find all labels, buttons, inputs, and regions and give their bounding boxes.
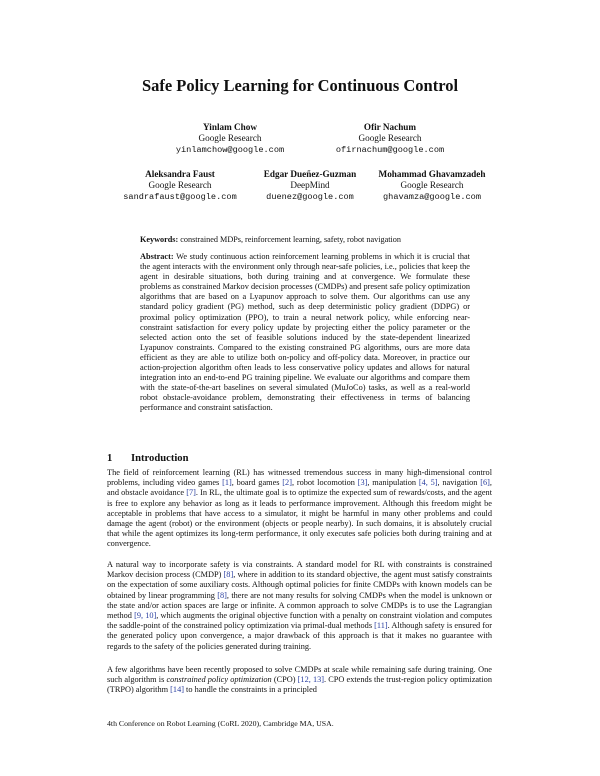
text: , board games bbox=[231, 478, 283, 488]
author-affiliation: Google Research bbox=[400, 180, 464, 191]
intro-paragraph-1 bbox=[107, 468, 492, 550]
author-affiliation: DeepMind bbox=[290, 180, 330, 191]
author-name: Ofir Nachum bbox=[363, 122, 417, 132]
citation-link[interactable]: [3] bbox=[357, 478, 368, 488]
keywords-label: Keywords: bbox=[140, 235, 179, 244]
section-number: 1 bbox=[107, 453, 113, 464]
emphasis: constrained policy optimization bbox=[166, 675, 272, 685]
author-block bbox=[310, 122, 470, 156]
text: . Although safety is ensured for the generated policy upon convergence, a major drawback of this approach is that it makes no guarantee with regards to the safety of the policies generated during training. bbox=[107, 621, 492, 651]
author-email: ofirnachum@google.com bbox=[335, 144, 445, 155]
text: . CPO extends the trust-region policy optimization (TRPO) algorithm bbox=[107, 675, 492, 695]
keywords-text: constrained MDPs, reinforcement learning, safety, robot navigation bbox=[180, 235, 401, 244]
text: , manipulation bbox=[367, 478, 419, 488]
paper-title: Safe Policy Learning for Continuous Control bbox=[141, 76, 459, 95]
author-affiliation: Google Research bbox=[148, 180, 212, 191]
citation-link[interactable]: [4, 5] bbox=[418, 478, 438, 488]
text: , and obstacle avoidance bbox=[107, 478, 492, 498]
text: , where in addition to its standard objective, the agent must satisfy constraints on the expectation of some auxiliary costs. Although optimal policies for finite CMDPs with known models can be obtained by linear programming bbox=[107, 570, 492, 600]
text: (CPO) bbox=[271, 675, 298, 685]
author-name: Aleksandra Faust bbox=[145, 169, 215, 179]
keywords bbox=[140, 235, 480, 244]
citation-link[interactable]: [6] bbox=[480, 478, 490, 488]
author-email: yinlamchow@google.com bbox=[175, 144, 285, 155]
author-block bbox=[150, 122, 310, 156]
text: to handle the constraints in a principled bbox=[183, 685, 317, 695]
text: A natural way to incorporate safety is via constraints. A standard model for RL with constraints is constrained Markov decision process (CMDP) bbox=[107, 560, 492, 580]
citation-link[interactable]: [12, 13] bbox=[297, 675, 324, 685]
section-title: Introduction bbox=[131, 453, 189, 464]
intro-paragraph-2 bbox=[107, 560, 492, 652]
section-heading bbox=[107, 453, 189, 464]
text: , there are not many results for solving CMDPs when the model is unknown or the state and/or action spaces are large or infinite. A common approach to solve CMDPs is to use the Lagrangian method bbox=[107, 590, 493, 621]
text: , robot locomotion bbox=[291, 478, 358, 488]
citation-link[interactable]: [1] bbox=[222, 478, 232, 488]
author-block bbox=[250, 169, 370, 203]
citation-link[interactable]: [8] bbox=[223, 570, 234, 580]
intro-paragraph-3 bbox=[107, 665, 492, 696]
author-email: duenez@google.com bbox=[266, 191, 354, 202]
citation-link[interactable]: [2] bbox=[282, 478, 292, 488]
author-name: Mohammad Ghavamzadeh bbox=[378, 169, 486, 179]
abstract bbox=[140, 252, 470, 414]
text: The field of reinforcement learning (RL) has witnessed tremendous success in many high-dimensional control problems, including video games bbox=[107, 468, 492, 488]
citation-link[interactable]: [9, 10] bbox=[134, 611, 157, 621]
citation-link[interactable]: [11] bbox=[374, 621, 388, 631]
text: , navigation bbox=[437, 478, 481, 488]
author-affiliation: Google Research bbox=[198, 133, 262, 144]
author-email: sandrafaust@google.com bbox=[123, 191, 237, 202]
text: A few algorithms have been recently proposed to solve CMDPs at scale while remaining safe during training. One such algorithm is bbox=[107, 665, 492, 685]
author-name: Edgar Dueñez-Guzman bbox=[263, 169, 357, 179]
author-affiliation: Google Research bbox=[358, 133, 422, 144]
abstract-text: We study continuous action reinforcement learning problems in which it is crucial that the agent interacts with the environment only through near-safe policies, i.e., policies that keep the agent in desirable situations, both during training and at convergence. We formulate these problems as constrained Markov decision processes (CMDPs) and present safe policy optimization algorithms that are based on a Lyapunov approach to solve them. Our algorithms can use any standard policy gradient (PG) method, such as deep deterministic policy gradient (DDPG) or proximal policy optimization (PPO), to train a neural network policy, while enforcing near-constraint satisfaction for every policy update by projecting either the policy parameter or the selected action onto the set of feasible solutions induced by the state-dependent linearized Lyapunov constraints. Compared to the existing constrained PG algorithms, ours are more data efficient as they are able to utilize both on-policy and off-policy data. Moreover, in practice our action-projection algorithm often leads to less conservative policy updates and allows for natural integration into an end-to-end PG training pipeline. We evaluate our algorithms and compare them with the state-of-the-art baselines on several simulated (MuJoCo) tasks, as well as a real-world robot obstacle-avoidance problem, demonstrating their effectiveness in terms of balancing performance and constraint satisfaction. bbox=[140, 252, 470, 413]
citation-link[interactable]: [8] bbox=[217, 590, 227, 600]
footer-venue: 4th Conference on Robot Learning (CoRL 2020), Cambridge MA, USA. bbox=[107, 719, 334, 728]
author-email: ghavamza@google.com bbox=[383, 191, 481, 202]
author-block bbox=[366, 169, 498, 203]
citation-link[interactable]: [7] bbox=[186, 488, 196, 498]
citation-link[interactable]: [14] bbox=[170, 685, 184, 695]
text: . In RL, the ultimate goal is to optimize the expected sum of rewards/costs, and the agent is free to explore any behavior as long as it leads to performance improvement. Although this freedom might be acceptable in problems that have access to a simulator, it might be harmful in many other problems and could damage the agent (robot) or the environment (objects or people nearby). In such domains, it is absolutely crucial that while the agent optimizes its long-term performance, it only executes safe policies both during training and at convergence. bbox=[107, 488, 493, 549]
text: , which augments the original objective function with a penalty on constraint violation and computes the saddle-point of the constrained policy optimization via primal-dual methods bbox=[107, 611, 492, 631]
author-name: Yinlam Chow bbox=[202, 122, 258, 132]
abstract-label: Abstract: bbox=[140, 252, 174, 261]
author-block bbox=[110, 169, 250, 203]
